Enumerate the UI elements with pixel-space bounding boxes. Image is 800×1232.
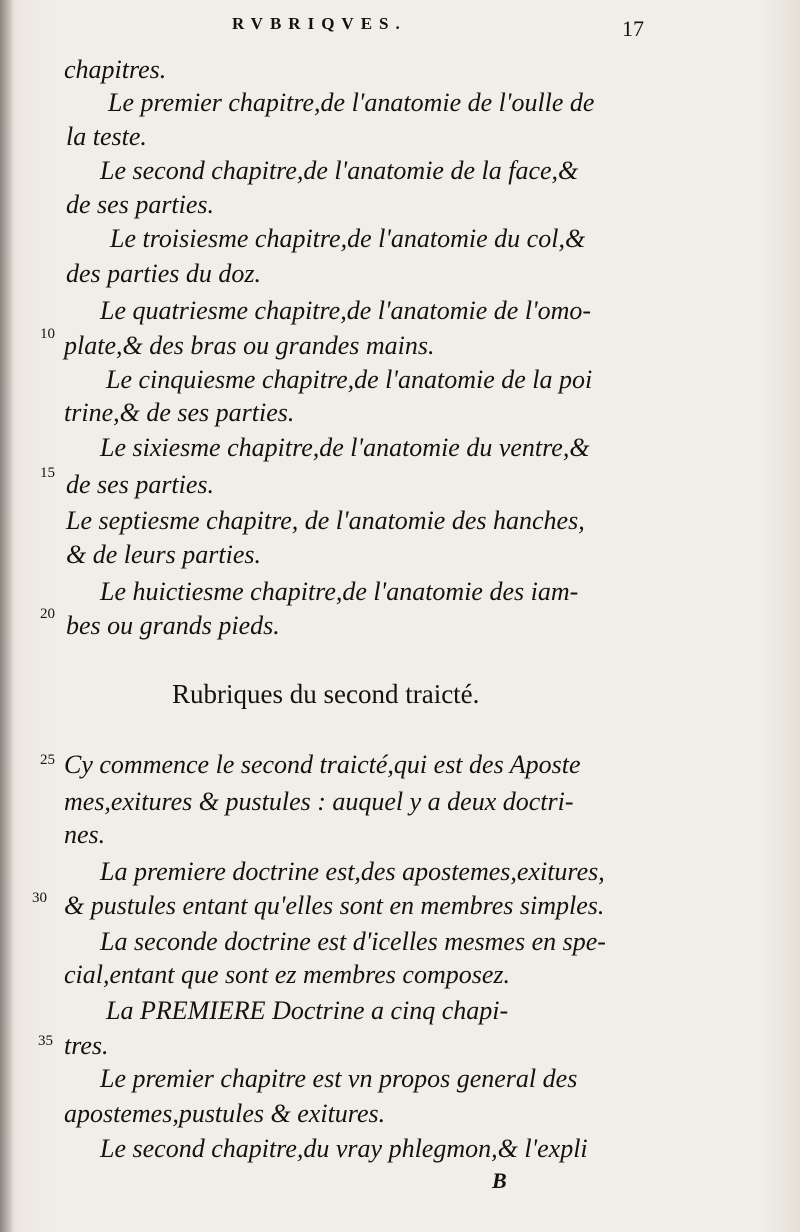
text-line: trine,& de ses parties.	[64, 398, 295, 427]
text-line: bes ou grands pieds.	[66, 611, 280, 640]
line-number: 35	[38, 1033, 53, 1049]
text-line: chapitres.	[64, 55, 167, 84]
text-line: Cy commence le second traicté,qui est des Aposte	[64, 750, 581, 779]
text-line: mes,exitures & pustules : auquel y a deux doctri-	[64, 787, 574, 816]
text-line: plate,& des bras ou grandes mains.	[64, 331, 435, 360]
text-line: Le sixiesme chapitre,de l'anatomie du ventre,&	[100, 433, 590, 462]
text-line: & de leurs parties.	[66, 540, 261, 569]
text-line: La premiere doctrine est,des apostemes,exitures,	[100, 857, 605, 886]
line-number: 30	[32, 890, 47, 906]
text-line: Le second chapitre,de l'anatomie de la face,&	[100, 156, 579, 185]
text-line: Le troisiesme chapitre,de l'anatomie du col,&	[110, 224, 586, 253]
text-line: La PREMIERE Doctrine a cinq chapi-	[106, 996, 509, 1025]
text-line: de ses parties.	[66, 190, 215, 219]
text-line: la teste.	[66, 122, 147, 151]
text-line: des parties du doz.	[66, 259, 261, 288]
signature-mark: B	[492, 1168, 507, 1193]
text-line: La seconde doctrine est d'icelles mesmes en spe-	[100, 927, 606, 956]
text-line: Le second chapitre,du vray phlegmon,& l'expli	[100, 1134, 588, 1163]
line-number: 15	[40, 465, 55, 481]
line-number: 10	[40, 326, 55, 342]
text-line: Le premier chapitre,de l'anatomie de l'oulle de	[108, 88, 595, 117]
text-line: apostemes,pustules & exitures.	[64, 1099, 386, 1128]
text-line: Le huictiesme chapitre,de l'anatomie des iam-	[100, 577, 579, 606]
text-line: nes.	[64, 820, 106, 849]
text-line: de ses parties.	[66, 470, 215, 499]
line-number: 25	[40, 752, 55, 768]
text-line: Le premier chapitre est vn propos general des	[100, 1064, 578, 1093]
page-number: 17	[622, 16, 644, 41]
running-title: RVBRIQVES.	[232, 14, 407, 33]
text-line: Le cinquiesme chapitre,de l'anatomie de la poi	[106, 365, 593, 394]
line-number: 20	[40, 606, 55, 622]
text-line: Le quatriesme chapitre,de l'anatomie de l'omo-	[100, 296, 592, 325]
text-line: cial,entant que sont ez membres composez.	[64, 960, 511, 989]
text-line: tres.	[64, 1031, 109, 1060]
section-heading: Rubriques du second traicté.	[172, 679, 480, 709]
text-line: & pustules entant qu'elles sont en membres simples.	[64, 891, 605, 920]
text-line: Le septiesme chapitre, de l'anatomie des hanches,	[66, 506, 585, 535]
